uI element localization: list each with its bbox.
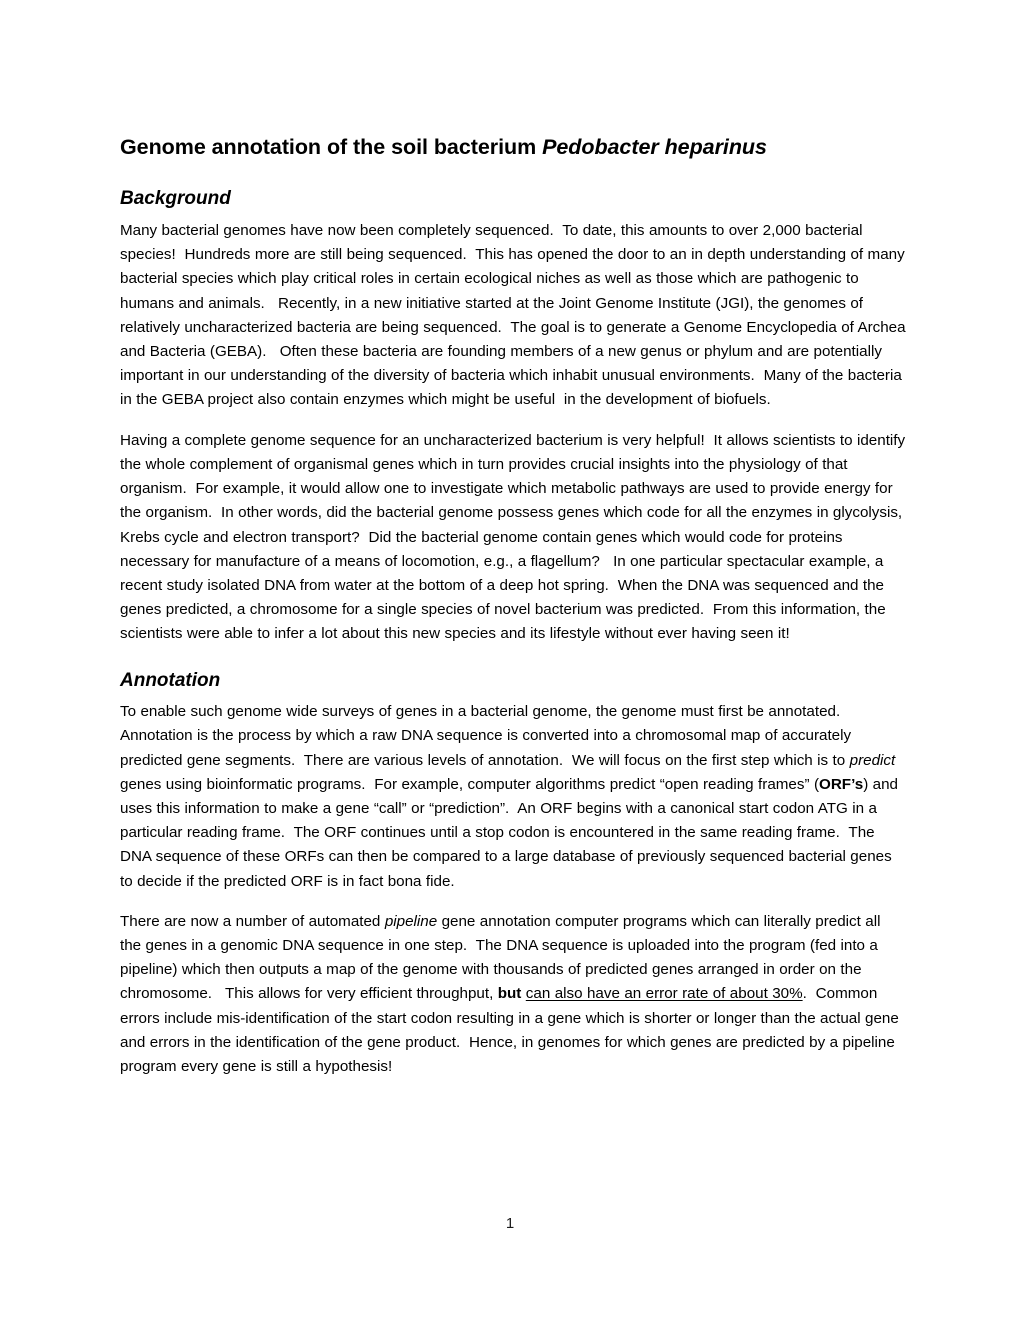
paragraph-annotation-2-text-d: . Common errors include mis-identification of the start codon resulting in a gene which is shorter or longer than the actual gene and errors in the identification of the gene product. Hence, in genomes for which genes are predicted by a pipeline program every gene is still a hypothesis! xyxy=(120,985,904,1076)
paragraph-annotation-1-text-c: ) and uses this information to make a gene “call” or “prediction”. An ORF begins with a canonical start codon ATG in a particular reading frame. The ORF continues until a stop codon is encountered in the same reading frame. The DNA sequence of these ORFs can then be compared to a large database of previously sequenced bacterial genes to decide if the predicted ORF is in fact bona fide. xyxy=(120,775,903,890)
paragraph-annotation-2-text-b: gene annotation computer programs which can literally predict all the genes in a genomic DNA sequence in one step. The DNA sequence is uploaded into the program (fed into a pipeline) which then outputs a map of the genome with thousands of predicted genes arranged in order on the chromosome. This allows for very efficient throughput, xyxy=(120,912,885,1003)
page-title-prefix: Genome annotation of the soil bacterium xyxy=(120,135,543,159)
paragraph-annotation-2-underlined-error-rate: can also have an error rate of about 30% xyxy=(525,985,803,1003)
paragraph-annotation-2-text-a: There are now a number of automated xyxy=(120,912,385,930)
paragraph-annotation-1-strong-orfs: ORF’s xyxy=(819,775,864,793)
paragraph-annotation-1-emphasis-predict: predict xyxy=(849,751,896,769)
paragraph-annotation-2-emphasis-pipeline: pipeline xyxy=(384,912,438,930)
section-heading-background: Background xyxy=(120,188,231,210)
paragraph-annotation-1-text-a: To enable such genome wide surveys of genes in a bacterial genome, the genome must first be annotated. Annotation is the process by which a raw DNA sequence is converted into a chromosomal map of accurately predicted gene segments. There are various levels of annotation. We will focus on the first step which is to xyxy=(120,703,856,769)
paragraph-annotation-2-strong-but: but xyxy=(497,985,522,1003)
paragraph-annotation-1-text-b: genes using bioinformatic programs. For example, computer algorithms predict “open reading frames” ( xyxy=(120,751,900,793)
paragraph-background-1: Many bacterial genomes have now been completely sequenced. To date, this amounts to over 2,000 bacterial species! Hundreds more are still being sequenced. This has opened the door to an in depth understanding of many bacterial species which play critical roles in certain ecological niches as well as those which are pathogenic to humans and animals. Recently, in a new initiative started at the Joint Genome Institute (JGI), the genomes of relatively uncharacterized bacteria are being sequenced. The goal is to generate a Genome Encyclopedia of Archea and Bacteria (GEBA). Often these bacteria are founding members of a new genus or phylum and are potentially important in our understanding of the diversity of bacteria which inhabit unusual environments. Many of the bacteria in the GEBA project also contain enzymes which might be useful in the development of biofuels. xyxy=(120,222,910,409)
page-title-species-name: Pedobacter heparinus xyxy=(542,135,767,159)
page-number-footer: 1 xyxy=(505,1215,515,1232)
page-title xyxy=(120,133,906,161)
paragraph-annotation-2 xyxy=(120,910,906,1079)
document-content xyxy=(120,133,910,1079)
paragraph-annotation-1 xyxy=(120,700,906,894)
section-heading-annotation: Annotation xyxy=(120,669,221,691)
paragraph-background-2: Having a complete genome sequence for an uncharacterized bacterium is very helpful! It allows scientists to identify the whole complement of organismal genes which in turn provides crucial insights into the physiology of that organism. For example, it would allow one to investigate which metabolic pathways are used to provide energy for the organism. In other words, did the bacterial genome possess genes which code for all the enzymes in glycolysis, Krebs cycle and electron transport? Did the bacterial genome contain genes which would code for proteins necessary for manufacture of a means of locomotion, e.g., a flagellum? In one particular spectacular example, a recent study isolated DNA from water at the bottom of a deep hot spring. When the DNA was sequenced and the genes predicted, a chromosome for a single species of novel bacterium was predicted. From this information, the scientists were able to infer a lot about this new species and its lifestyle without ever having seen it! xyxy=(120,431,910,643)
